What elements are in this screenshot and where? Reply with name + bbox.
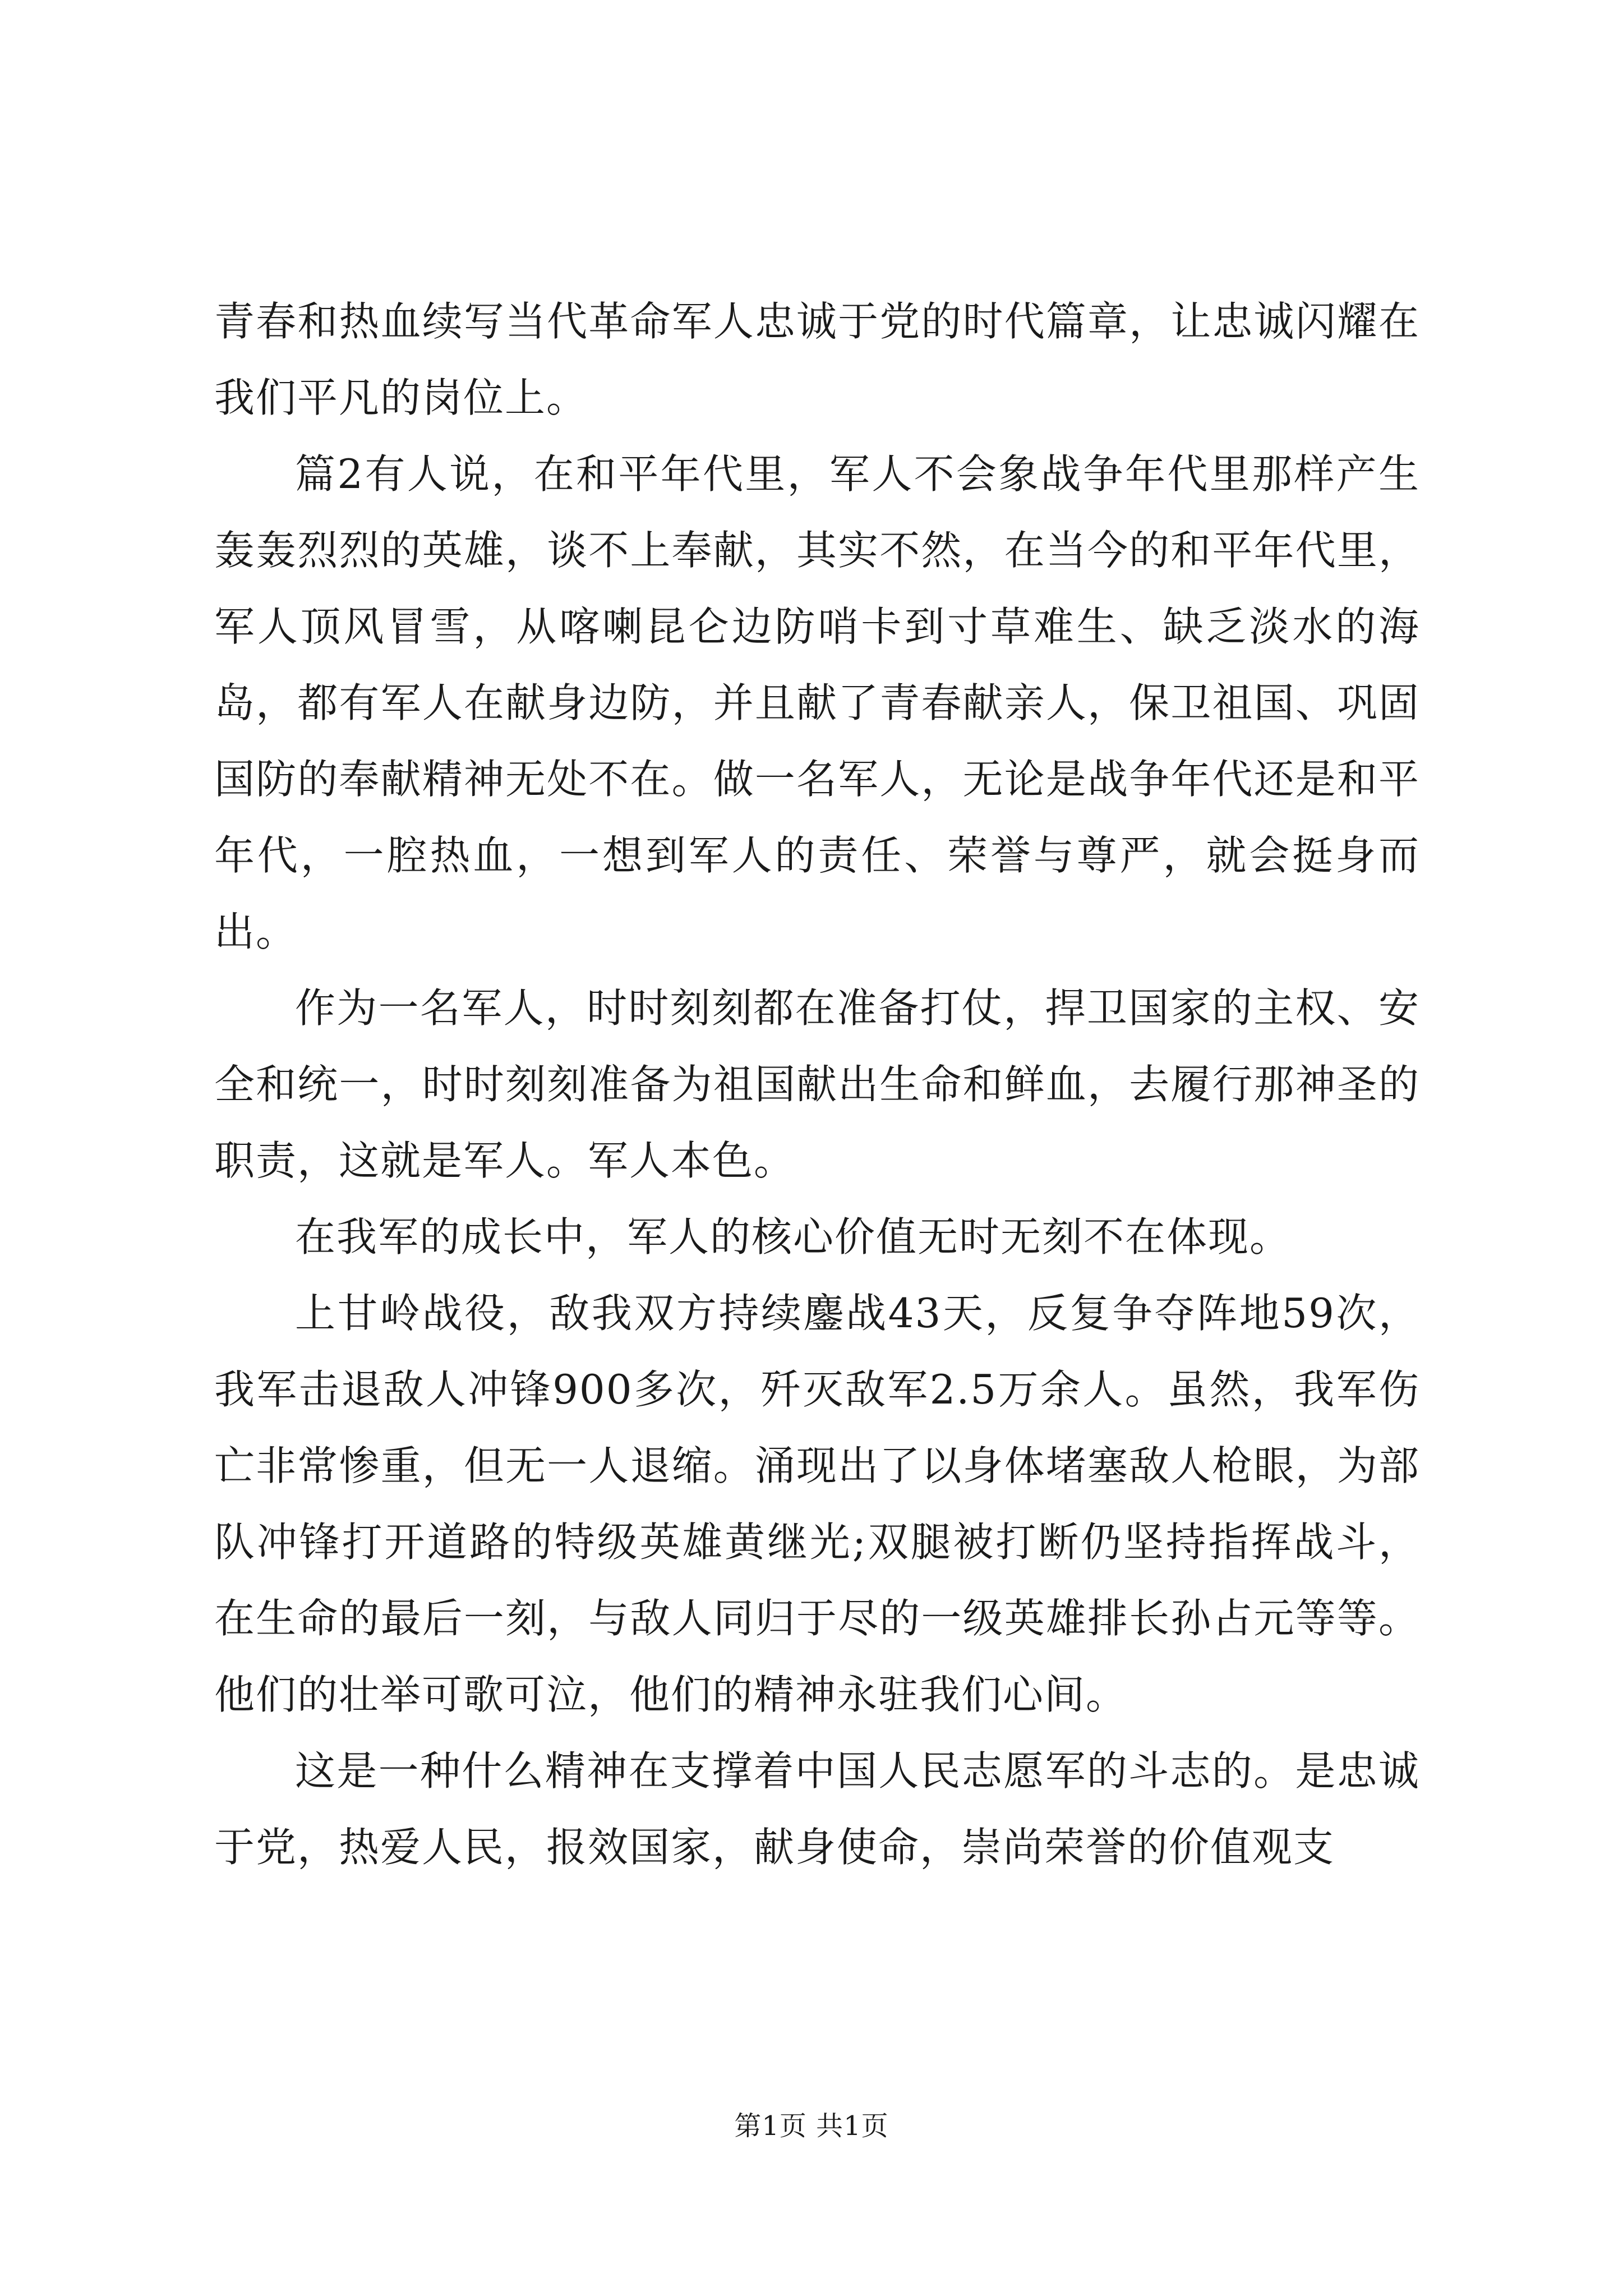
paragraph-1: 青春和热血续写当代革命军人忠诚于党的时代篇章，让忠诚闪耀在我们平凡的岗位上。 (214, 298, 1420, 421)
paragraph-2: 篇2有人说，在和平年代里，军人不会象战争年代里那样产生轰轰烈烈的英雄，谈不上奉献，其实不然，在当今的和平年代里，军人顶风冒雪，从喀喇昆仑边防哨卡到寸草难生、缺乏淡水的海岛，都有军人在献身边防，并且献了青春献亲人，保卫祖国、巩固国防的奉献精神无处不在。做一名军人，无论是战争年代还是和平年代，一腔热血，一想到军人的责任、荣誉与尊严，就会挺身而出。 (214, 450, 1420, 955)
page-number-label: 第1页 共1页 (734, 2110, 889, 2142)
document-body (214, 283, 1420, 1885)
paragraph-6: 这是一种什么精神在支撑着中国人民志愿军的斗志的。是忠诚于党，热爱人民，报效国家，献身使命，崇尚荣誉的价值观支 (214, 1747, 1420, 1871)
paragraph-5: 上甘岭战役，敌我双方持续鏖战43天，反复争夺阵地59次，我军击退敌人冲锋900多次，歼灭敌军2.5万余人。虽然，我军伤亡非常惨重，但无一人退缩。涌现出了以身体堵塞敌人枪眼，为部队冲锋打开道路的特级英雄黄继光;双腿被打断仍坚持指挥战斗，在生命的最后一刻，与敌人同归于尽的一级英雄排长孙占元等等。他们的壮举可歌可泣，他们的精神永驻我们心间。 (214, 1290, 1420, 1718)
paragraph-4: 在我军的成长中，军人的核心价值无时无刻不在体现。 (295, 1213, 1292, 1260)
page-footer (0, 2109, 1623, 2143)
paragraph-3: 作为一名军人，时时刻刻都在准备打仗，捍卫国家的主权、安全和统一，时时刻刻准备为祖国献出生命和鲜血，去履行那神圣的职责，这就是军人。军人本色。 (214, 984, 1420, 1184)
